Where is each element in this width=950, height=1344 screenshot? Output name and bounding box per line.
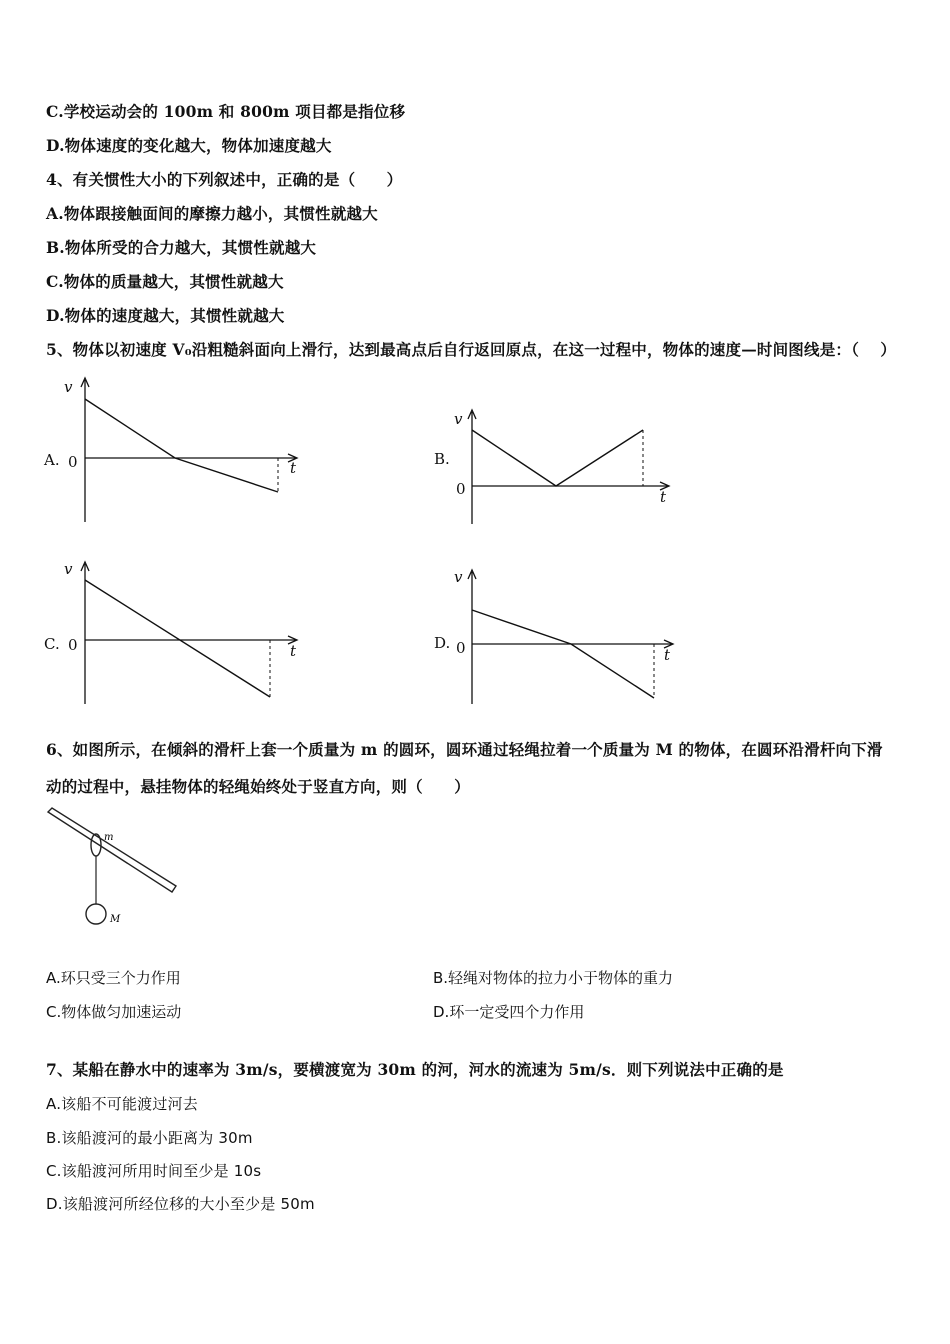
q3-option-d: D.物体速度的变化越大，物体加速度越大 bbox=[46, 136, 332, 155]
graph-a-v-label: v bbox=[64, 378, 73, 396]
q7-stem: 7、某船在静水中的速率为 3m/s，要横渡宽为 30m 的河，河水的流速为 5m/s．则下列说法中正确的是 bbox=[46, 1060, 784, 1079]
q6-option-d: D.环一定受四个力作用 bbox=[433, 1003, 585, 1021]
q4-option-b: B.物体所受的合力越大，其惯性就越大 bbox=[46, 238, 317, 257]
graph-c-v-label: v bbox=[64, 560, 73, 578]
ring-label: m bbox=[104, 832, 114, 843]
q4-option-d: D.物体的速度越大，其惯性就越大 bbox=[46, 306, 285, 325]
graph-b[interactable] bbox=[430, 402, 690, 532]
q7-option-c: C.该船渡河所用时间至少是 10s bbox=[46, 1162, 262, 1180]
graph-d-label: D. bbox=[434, 634, 451, 652]
q4-option-a: A.物体跟接触面间的摩擦力越小，其惯性就越大 bbox=[46, 204, 378, 223]
q7-option-d: D.该船渡河所经位移的大小至少是 50m bbox=[46, 1195, 315, 1213]
graph-a-t-label: t bbox=[290, 459, 297, 477]
graph-a-curve bbox=[85, 399, 278, 492]
graph-b-t-label: t bbox=[660, 488, 667, 506]
q7-option-a: A.该船不可能渡过河去 bbox=[46, 1095, 198, 1113]
graph-b-v-label: v bbox=[454, 410, 463, 428]
q4-stem: 4、有关惯性大小的下列叙述中，正确的是（ ） bbox=[46, 170, 403, 189]
q4-option-c: C.物体的质量越大，其惯性就越大 bbox=[46, 272, 284, 291]
q6-figure bbox=[44, 806, 184, 940]
q6-stem-line2: 动的过程中，悬挂物体的轻绳始终处于竖直方向，则（ ） bbox=[46, 777, 470, 796]
graph-a-zero: 0 bbox=[68, 453, 78, 471]
graph-b-label: B. bbox=[434, 450, 450, 468]
q7-option-b: B.该船渡河的最小距离为 30m bbox=[46, 1129, 253, 1147]
q5-stem: 5、物体以初速度 V₀沿粗糙斜面向上滑行，达到最高点后自行返回原点，在这一过程中，物体的速度—时间图线是：（ ） bbox=[46, 340, 897, 359]
q6-figure-svg bbox=[44, 806, 184, 940]
hanging-mass bbox=[86, 904, 106, 924]
graph-b-curve bbox=[472, 430, 643, 486]
graph-c-svg bbox=[40, 556, 320, 706]
graph-d-curve bbox=[472, 610, 654, 698]
q6-option-b: B.轻绳对物体的拉力小于物体的重力 bbox=[433, 969, 674, 987]
graph-c-t-label: t bbox=[290, 642, 297, 660]
graph-c[interactable] bbox=[40, 556, 320, 706]
graph-d[interactable] bbox=[430, 566, 690, 706]
graph-a[interactable] bbox=[40, 372, 320, 532]
q6-option-c: C.物体做匀加速运动 bbox=[46, 1003, 182, 1021]
q6-option-a: A.环只受三个力作用 bbox=[46, 969, 181, 987]
graph-a-label: A. bbox=[44, 451, 60, 469]
graph-a-svg bbox=[40, 372, 320, 532]
q6-stem-line1: 6、如图所示，在倾斜的滑杆上套一个质量为 m 的圆环，圆环通过轻绳拉着一个质量为 M 的物体，在圆环沿滑杆向下滑 bbox=[46, 740, 883, 759]
graph-d-t-label: t bbox=[664, 646, 671, 664]
graph-d-zero: 0 bbox=[456, 639, 466, 657]
graph-d-svg bbox=[430, 566, 690, 706]
graph-c-curve bbox=[85, 580, 270, 697]
graph-d-v-label: v bbox=[454, 568, 463, 586]
graph-c-zero: 0 bbox=[68, 636, 78, 654]
q3-option-c: C.学校运动会的 100m 和 800m 项目都是指位移 bbox=[46, 102, 406, 121]
sliding-rod bbox=[48, 808, 176, 892]
graph-c-label: C. bbox=[44, 635, 60, 653]
graph-b-svg bbox=[430, 402, 690, 532]
mass-label: M bbox=[110, 914, 121, 925]
graph-b-zero: 0 bbox=[456, 480, 466, 498]
